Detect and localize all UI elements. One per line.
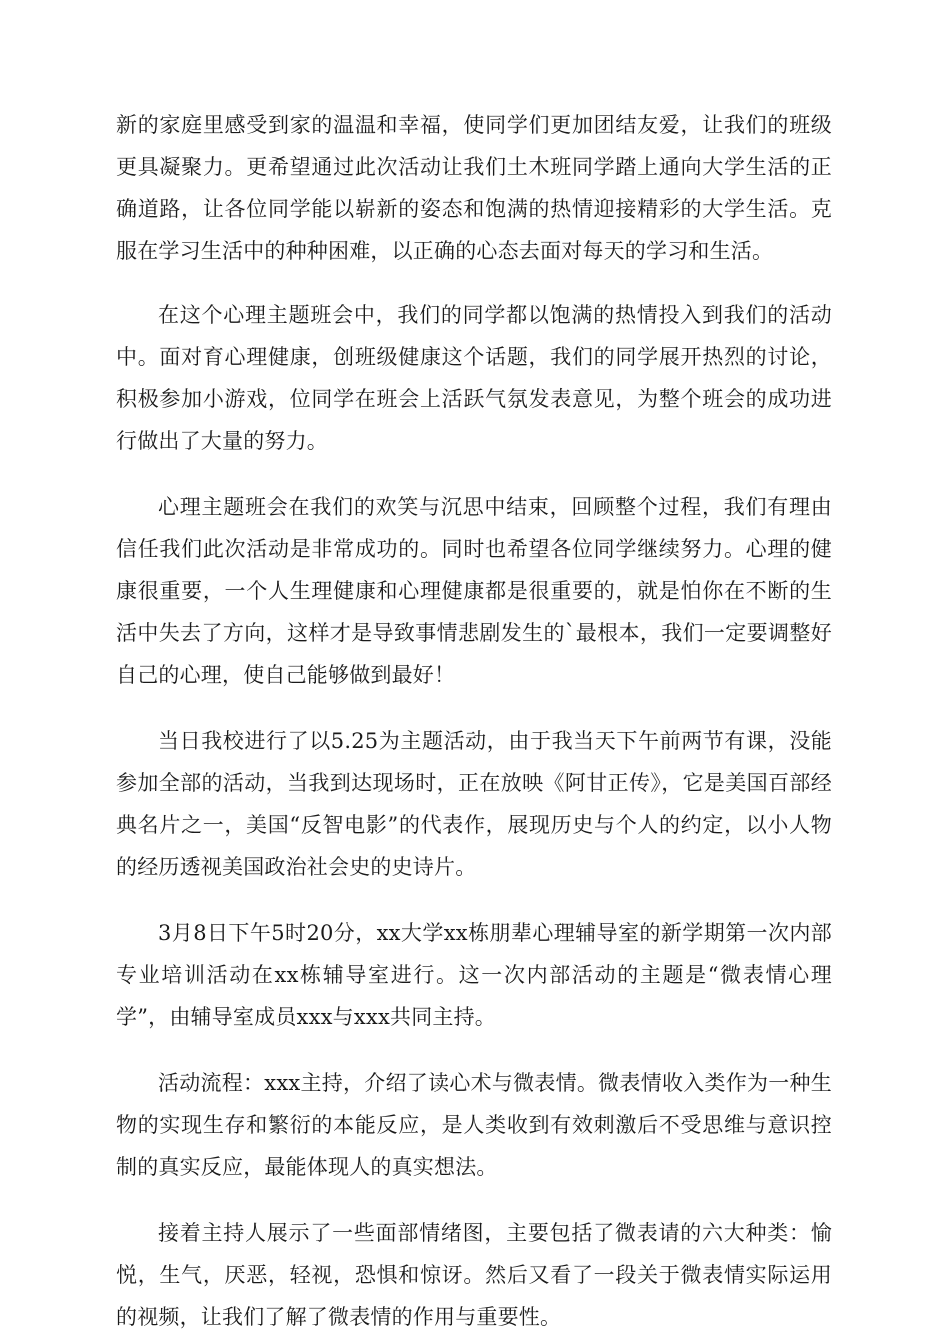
paragraph-training-event: 3月8日下午5时20分，xx大学xx栋朋辈心理辅导室的新学期第一次内部专业培训活动在xx栋辅导室进行。这一次内部活动的主题是“微表情心理学”，由辅导室成员xxx与xxx共同主持。: [116, 921, 832, 1029]
document-body: [116, 104, 832, 1344]
paragraph-film-event: 当日我校进行了以5.25为主题活动，由于我当天下午前两节有课，没能参加全部的活动，当我到达现场时，正在放映《阿甘正传》，它是美国百部经典名片之一，美国“反智电影”的代表作，展现历史与个人的约定，以小人物的经历透视美国政治社会史的史诗片。: [116, 729, 832, 879]
paragraph-continued: 新的家庭里感受到家的温温和幸福，使同学们更加团结友爱，让我们的班级更具凝聚力。更希望通过此次活动让我们土木班同学踏上通向大学生活的正确道路，让各位同学能以崭新的姿态和饱满的热情迎接精彩的大学生活。克服在学习生活中的种种困难，以正确的心态去面对每天的学习和生活。: [116, 113, 832, 263]
paragraph-class-meeting: 在这个心理主题班会中，我们的同学都以饱满的热情投入到我们的活动中。面对育心理健康，创班级健康这个话题，我们的同学展开热烈的讨论，积极参加小游戏，位同学在班会上活跃气氛发表意见，为整个班会的成功进行做出了大量的努力。: [116, 303, 832, 453]
paragraph-conclusion: 心理主题班会在我们的欢笑与沉思中结束，回顾整个过程，我们有理由信任我们此次活动是非常成功的。同时也希望各位同学继续努力。心理的健康很重要，一个人生理健康和心理健康都是很重要的，就是怕你在不断的生活中失去了方向，这样才是导致事情悲剧发生的`最根本，我们一定要调整好自己的心理，使自己能够做到最好！: [116, 495, 832, 687]
paragraph-emotion-images: 接着主持人展示了一些面部情绪图，主要包括了微表请的六大种类：愉悦，生气，厌恶，轻视，恐惧和惊讶。然后又看了一段关于微表情实际运用的视频，让我们了解了微表情的作用与重要性。: [116, 1221, 832, 1329]
paragraph-activity-process: 活动流程：xxx主持，介绍了读心术与微表情。微表情收入类作为一种生物的实现生存和繁衍的本能反应，是人类收到有效刺激后不受思维与意识控制的真实反应，最能体现人的真实想法。: [116, 1071, 832, 1179]
